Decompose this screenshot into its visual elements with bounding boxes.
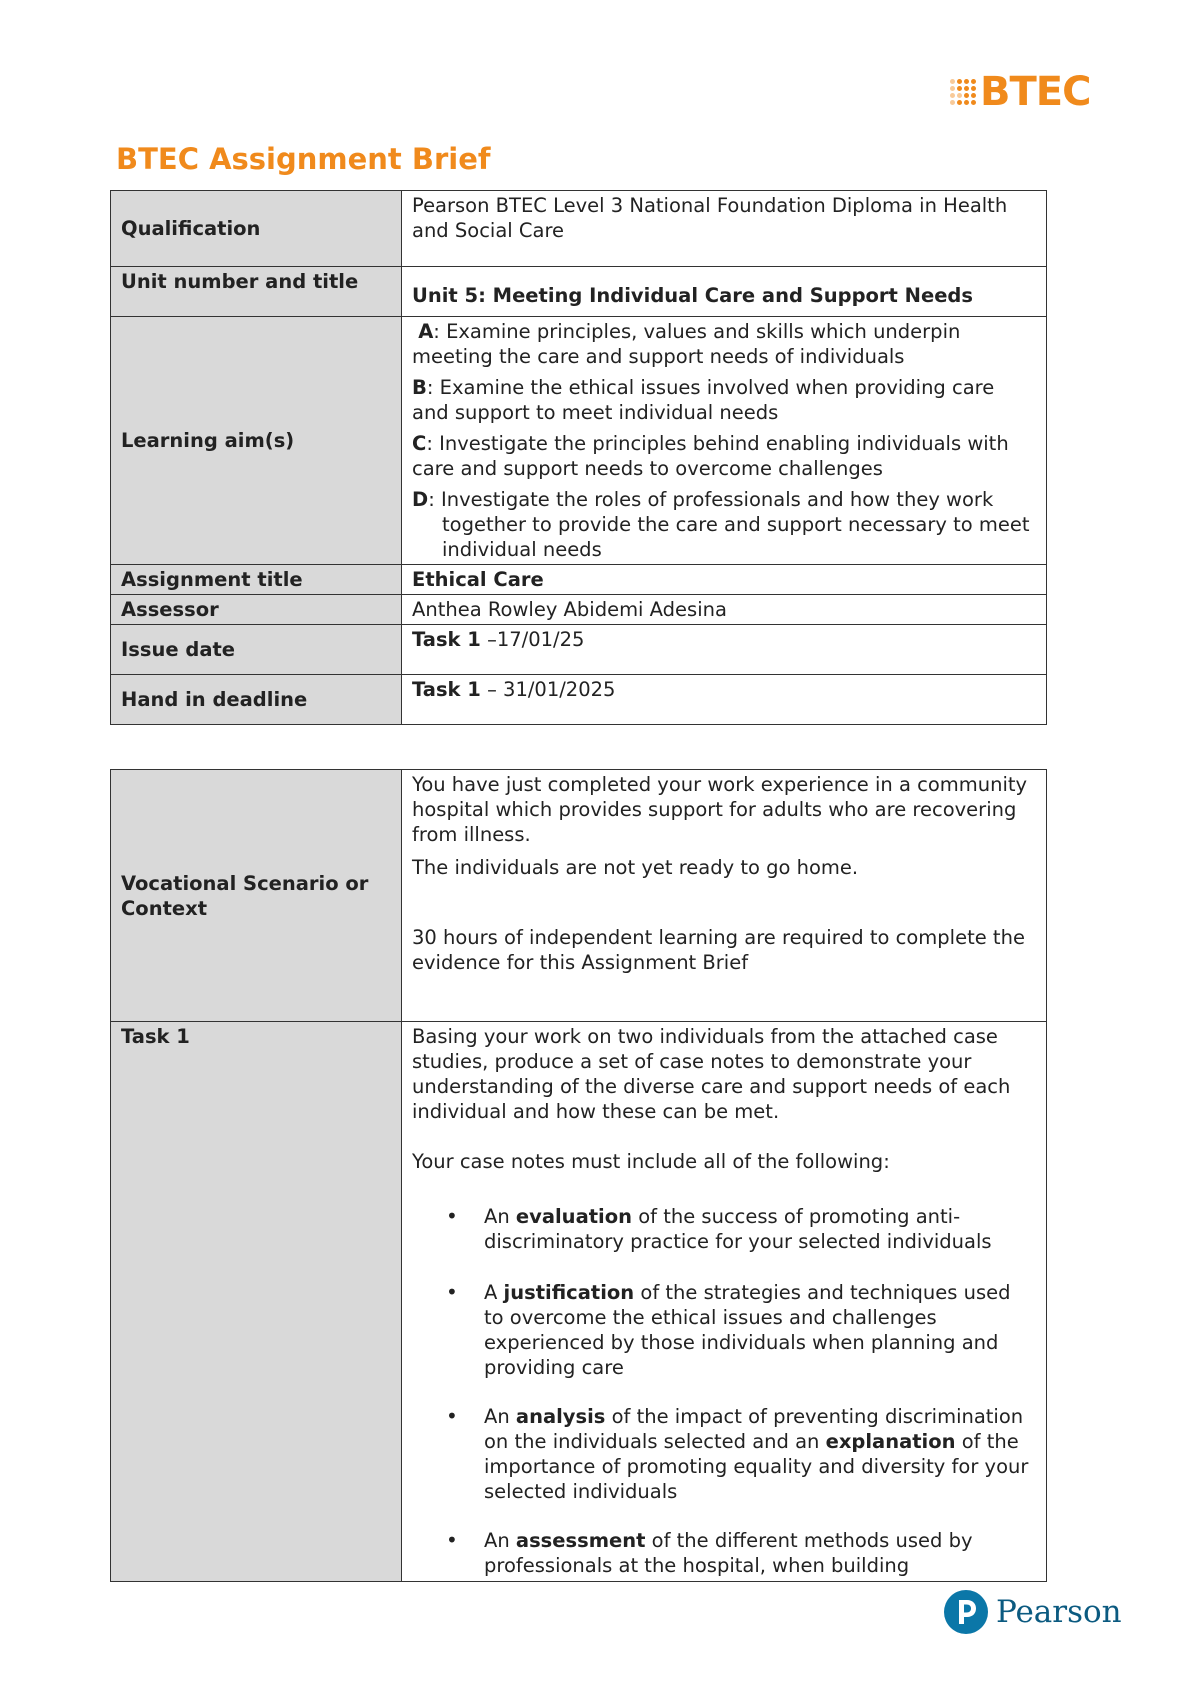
requirements-list [412,1204,1036,1578]
assignment-title-label: Assignment title [111,565,402,595]
pearson-p-icon [944,1590,988,1634]
learning-aims-value [402,317,1047,565]
list-item: • An evaluation of the success of promoting anti-discriminatory practice for your selected individuals [484,1204,1036,1254]
scenario-label: Vocational Scenario or Context [111,770,402,1022]
unit-value: Unit 5: Meeting Individual Care and Support Needs [402,267,1047,317]
deadline-value: Task 1 – 31/01/2025 [402,675,1047,725]
unit-label: Unit number and title [111,267,402,317]
pearson-logo-text: Pearson [996,1594,1122,1630]
learning-aims-label: Learning aim(s) [111,317,402,565]
scenario-paragraph: The individuals are not yet ready to go home. [412,856,859,879]
task-1-label: Task 1 [111,1022,402,1582]
assignment-title-value: Ethical Care [402,565,1047,595]
btec-logo-text: BTEC [980,69,1091,115]
assessor-label: Assessor [111,595,402,625]
list-item: • An assessment of the different methods used by professionals at the hospital, when building [484,1528,1036,1578]
assessor-value: Anthea Rowley Abidemi Adesina [402,595,1047,625]
task-1-value [402,1022,1047,1582]
scenario-value [402,770,1047,1022]
aim-d: D: Investigate the roles of professionals and how they work together to provide the care and support necessary to meet individual needs [412,488,1030,561]
pearson-logo [944,1590,1122,1634]
scenario-paragraph: You have just completed your work experience in a community hospital which provides support for adults who are recovering from illness. [412,773,1028,846]
issue-date-label: Issue date [111,625,402,675]
aim-a: A: Examine principles, values and skills which underpin meeting the care and support needs of individuals [412,320,961,368]
aim-c: C: Investigate the principles behind enabling individuals with care and support needs to overcome challenges [412,432,1009,480]
scenario-task-table [110,769,1047,1582]
pearson-p-glyph [953,1596,979,1628]
qualification-value: Pearson BTEC Level 3 National Foundation Diploma in Health and Social Care [402,191,1047,267]
assignment-info-table [110,190,1047,725]
btec-dots-icon [950,79,976,105]
page-title: BTEC Assignment Brief [116,142,491,176]
aim-b: B: Examine the ethical issues involved when providing care and support to meet individual needs [412,376,995,424]
issue-date-value: Task 1 –17/01/25 [402,625,1047,675]
task-include-text: Your case notes must include all of the following: [412,1150,890,1173]
qualification-label: Qualification [111,191,402,267]
btec-logo [950,69,1091,115]
list-item: • A justification of the strategies and techniques used to overcome the ethical issues and challenges experienced by those individuals when planning and providing care [484,1280,1036,1380]
learning-hours-note: 30 hours of independent learning are required to complete the evidence for this Assignment Brief [412,926,1025,974]
task-intro: Basing your work on two individuals from the attached case studies, produce a set of case notes to demonstrate your understanding of the diverse care and support needs of each individual and how these can be met. [412,1025,1011,1123]
list-item: • An analysis of the impact of preventing discrimination on the individuals selected and an explanation of the importance of promoting equality and diversity for your selected individuals [484,1404,1036,1504]
deadline-label: Hand in deadline [111,675,402,725]
